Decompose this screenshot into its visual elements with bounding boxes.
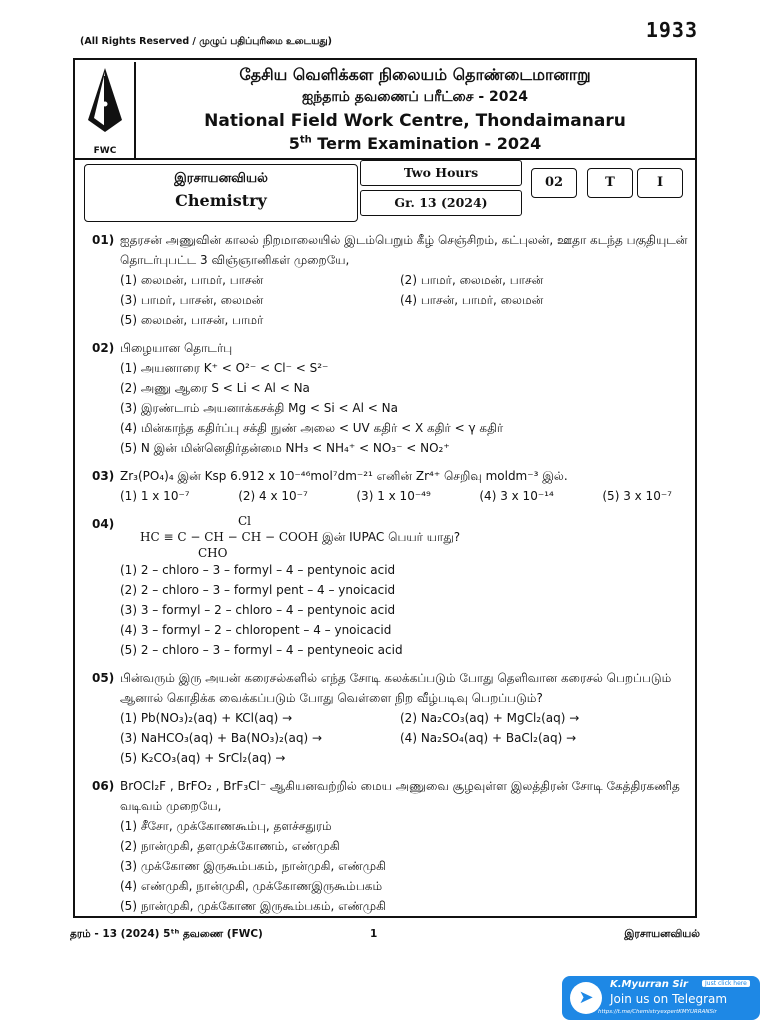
banner-tag: Just click here — [702, 980, 750, 987]
question-4 — [92, 514, 692, 660]
banner-cta: Join us on Telegram — [610, 992, 728, 1006]
answer-option: (4) பாசன், பாமர், லைமன் — [400, 293, 544, 307]
answer-option: (2) அணு ஆரை S < Li < Al < Na — [120, 381, 310, 395]
footer-left: தரம் - 13 (2024) 5ᵗʰ தவணை (FWC) — [70, 928, 263, 940]
questions-area — [92, 230, 692, 924]
answer-option: (3) இரண்டாம் அயனாக்கசக்தி Mg < Si < Al < Na — [120, 401, 398, 415]
question-5 — [92, 668, 692, 768]
subject-box — [84, 164, 358, 222]
answer-option: (5) 2 – chloro – 3 – formyl – 4 – pentyneoic acid — [120, 643, 403, 657]
paper-code-box: 02 — [531, 168, 577, 198]
question-number: 01) — [92, 233, 115, 247]
question-number: 06) — [92, 779, 115, 793]
answer-option: (4) எண்முகி, நான்முகி, முக்கோணஇருகூம்பகம் — [120, 879, 383, 893]
answer-option: (5) நான்முகி, முக்கோண இருகூம்பகம், எண்முகி — [120, 899, 386, 913]
fwc-logo — [76, 62, 136, 160]
answer-option: (2) Na₂CO₃(aq) + MgCl₂(aq) → — [400, 711, 580, 725]
paper-code-box: T — [587, 168, 633, 198]
exam-header — [136, 62, 694, 153]
substituent-cl: Cl — [238, 514, 252, 528]
tamil-centre-title: தேசிய வெளிக்கள நிலையம் தொண்டைமானாறு — [239, 65, 591, 84]
question-text: ஐதரசன் அணுவின் காலல் நிறமாலையில் இடம்பெறும் கீழ் செஞ்சிறம், கட்புலன், ஊதா கடந்த பகுதியுடன் தொடர்புபட்ட 3 விஞ்ஞானிகள் முறையே, — [120, 233, 688, 267]
answer-option: (5) K₂CO₃(aq) + SrCl₂(aq) → — [120, 751, 286, 765]
question-text: BrOCl₂F , BrFO₂ , BrF₃Cl⁻ ஆகியனவற்றில் மைய அணுவை சூழவுள்ள இலத்திரன் சோடி கேத்திரகணித வடிவம் முறையே, — [120, 779, 680, 813]
answer-option: (3) பாமர், பாசன், லைமன் — [120, 293, 264, 307]
logo-label: FWC — [93, 146, 117, 156]
serial-number: 1933 — [645, 18, 698, 42]
question-1 — [92, 230, 692, 330]
telegram-icon: ➤ — [570, 982, 602, 1014]
answer-option: (1) 1 x 10⁻⁷ — [120, 489, 190, 503]
question-6 — [92, 776, 692, 916]
rights-notice: (All Rights Reserved / முழுப் பதிப்புரிமை உடையது) — [80, 36, 332, 47]
question-3 — [92, 466, 692, 506]
centre-title: National Field Work Centre, Thondaimanaru — [204, 111, 626, 131]
answer-option: (4) 3 x 10⁻¹⁴ — [479, 489, 554, 503]
question-number: 04) — [92, 517, 115, 531]
answer-option: (5) 3 x 10⁻⁷ — [602, 489, 672, 503]
exam-title: 5th Term Examination - 2024 — [288, 134, 542, 153]
answer-option: (4) மின்காந்த கதிர்ப்பு சக்தி நுண் அலை < UV கதிர் < X கதிர் < γ கதிர் — [120, 421, 504, 435]
banner-link[interactable]: https://t.me/ChemistryexpertKMYURRANSir — [598, 1009, 717, 1015]
footer-right: இரசாயனவியல் — [624, 928, 700, 940]
question-text: Zr₃(PO₄)₄ இன் Ksp 6.912 x 10⁻⁴⁶mol⁷dm⁻²¹ எனின் Zr⁴⁺ செறிவு moldm⁻³ இல். — [120, 469, 568, 483]
answer-option: (1) சீசோ, முக்கோணகூம்பு, தளச்சதுரம் — [120, 819, 332, 833]
telegram-banner[interactable] — [562, 976, 760, 1020]
answer-option: (3) 1 x 10⁻⁴⁹ — [356, 489, 431, 503]
structural-formula — [140, 514, 460, 560]
answer-option: (3) NaHCO₃(aq) + Ba(NO₃)₂(aq) → — [120, 731, 323, 745]
substituent-cho: CHO — [198, 546, 228, 560]
page-number: 1 — [370, 928, 378, 940]
question-number: 02) — [92, 341, 115, 355]
answer-option: (5) லைமன், பாசன், பாமர் — [120, 313, 264, 327]
page-footer — [70, 928, 700, 941]
subject-tamil: இரசாயனவியல் — [174, 171, 268, 186]
answer-option: (5) N இன் மின்னெதிர்தன்மை NH₃ < NH₄⁺ < NO₃⁻ < NO₂⁺ — [120, 441, 450, 455]
answer-option: (1) அயனாரை K⁺ < O²⁻ < Cl⁻ < S²⁻ — [120, 361, 329, 375]
pen-nib-icon — [76, 62, 134, 142]
grade-box: Gr. 13 (2024) — [360, 190, 522, 216]
question-text: பிழையான தொடர்பு — [120, 341, 233, 355]
banner-name: K.Myurran Sir — [610, 979, 688, 990]
answer-option: (2) நான்முகி, தளமுக்கோணம், எண்முகி — [120, 839, 340, 853]
subject-english: Chemistry — [175, 191, 267, 210]
main-chain: HC ≡ C − CH − CH − COOH — [140, 530, 319, 544]
question-text: பின்வரும் இரு அயன் கரைசல்களில் எந்த சோடி கலக்கப்படும் போது தெளிவான கரைசல் பெறப்படும் ஆனால் கொதிக்க வைக்கப்படும் போது வெள்ளை நிற வீழ்படிவு பெறப்படும்? — [120, 671, 672, 705]
question-number: 05) — [92, 671, 115, 685]
answer-option: (1) 2 – chloro – 3 – formyl – 4 – pentynoic acid — [120, 563, 396, 577]
tamil-exam-title: ஐந்தாம் தவணைப் பரீட்சை - 2024 — [302, 89, 528, 105]
answer-option: (4) 3 – formyl – 2 – chloropent – 4 – ynoicacid — [120, 623, 392, 637]
answer-option: (3) 3 – formyl – 2 – chloro – 4 – pentynoic acid — [120, 603, 396, 617]
question-2 — [92, 338, 692, 458]
answer-option: (1) லைமன், பாமர், பாசன் — [120, 273, 264, 287]
answer-option: (1) Pb(NO₃)₂(aq) + KCl(aq) → — [120, 711, 293, 725]
answer-option: (2) பாமர், லைமன், பாசன் — [400, 273, 544, 287]
duration-box: Two Hours — [360, 160, 522, 186]
answer-option: (2) 4 x 10⁻⁷ — [238, 489, 308, 503]
answer-option: (3) முக்கோண இருகூம்பகம், நான்முகி, எண்முகி — [120, 859, 386, 873]
question-text: இன் IUPAC பெயர் யாது? — [322, 530, 461, 544]
paper-code-box: I — [637, 168, 683, 198]
question-number: 03) — [92, 469, 115, 483]
answer-option: (4) Na₂SO₄(aq) + BaCl₂(aq) → — [400, 731, 577, 745]
answer-option: (2) 2 – chloro – 3 – formyl pent – 4 – ynoicacid — [120, 583, 396, 597]
